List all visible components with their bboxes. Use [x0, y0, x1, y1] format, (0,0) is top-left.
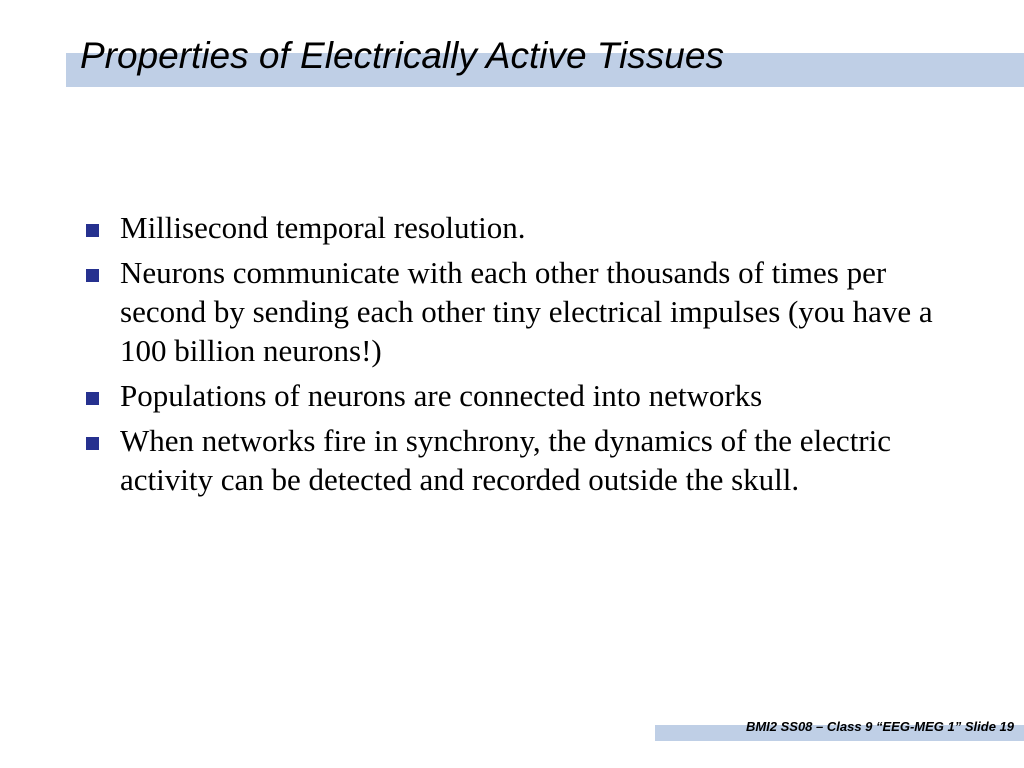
square-bullet-icon	[86, 224, 99, 237]
bullet-item	[84, 376, 944, 415]
bullet-item	[84, 421, 944, 499]
square-bullet-icon	[86, 392, 99, 405]
bullet-item	[84, 208, 944, 247]
square-bullet-icon	[86, 437, 99, 450]
square-bullet-icon	[86, 269, 99, 282]
bullet-text: Neurons communicate with each other thousands of times per second by sending each other tiny electrical impulses (you have a 100 billion neurons!)	[120, 255, 933, 368]
bullet-text: Populations of neurons are connected into networks	[120, 378, 763, 413]
bullet-item	[84, 253, 944, 370]
bullet-list	[84, 208, 944, 505]
slide-footer: BMI2 SS08 – Class 9 “EEG-MEG 1” Slide 19	[745, 719, 1014, 734]
bullet-text: When networks fire in synchrony, the dynamics of the electric activity can be detected and recorded outside the skull.	[120, 423, 892, 497]
bullet-text: Millisecond temporal resolution.	[120, 210, 526, 245]
slide-title: Properties of Electrically Active Tissues	[80, 35, 724, 76]
